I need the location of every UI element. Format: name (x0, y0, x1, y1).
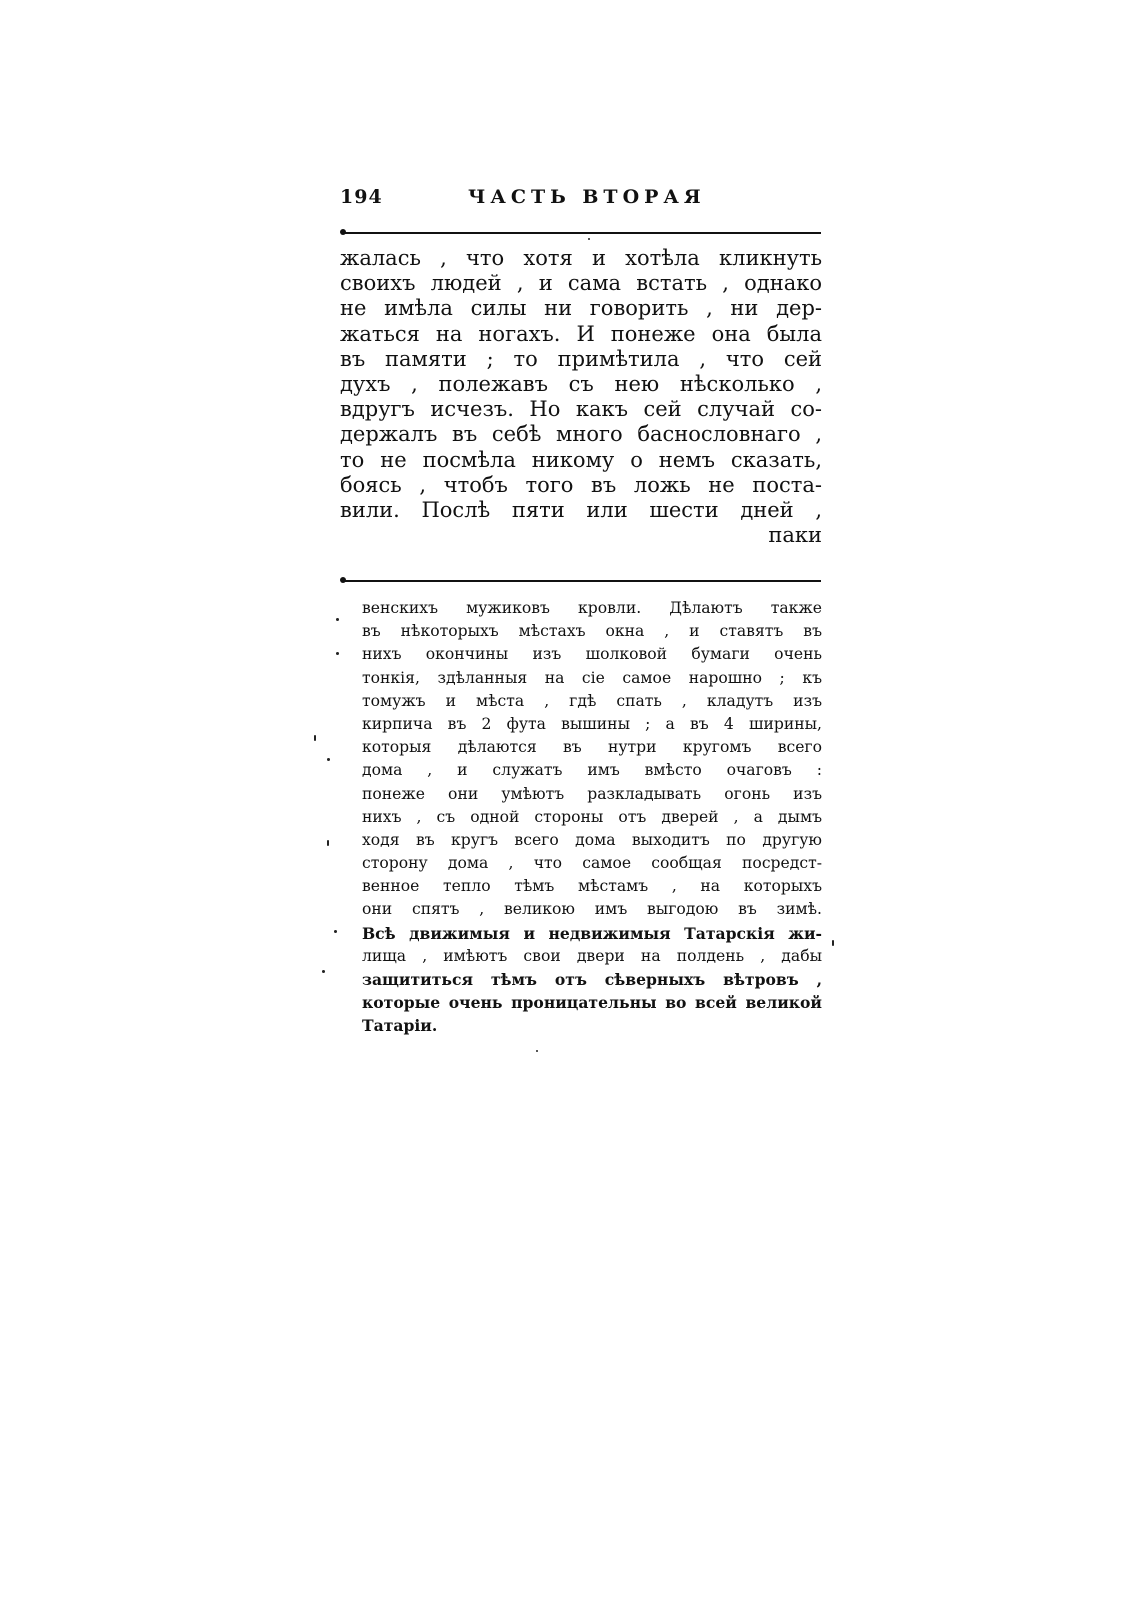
footnote-line: дома , и служатъ имъ вмѣсто очаговъ : (362, 761, 822, 780)
footnote-line: сторону дома , что самое сообщая посредст- (362, 854, 822, 873)
ink-speck (327, 758, 330, 761)
ink-speck (327, 840, 329, 846)
footnote-line: томужъ и мѣста , гдѣ спать , кладутъ изъ (362, 691, 822, 710)
text-line: жаться на ногахъ. И понеже она была (340, 321, 822, 346)
page-header (340, 186, 820, 214)
page-number: 194 (340, 186, 383, 208)
footnote (362, 597, 822, 1038)
running-head: ЧАСТЬ ВТОРАЯ (468, 186, 706, 208)
footnote-line: ходя въ кругъ всего дома выходитъ по другую (362, 830, 822, 849)
text-line: жалась , что хотя и хотѣла кликнуть (340, 246, 822, 270)
footnote-line: нихъ окончины изъ шолковой бумаги очень (362, 645, 822, 664)
ink-speck (322, 970, 325, 973)
text-line: вдругъ исчезъ. Но какъ сей случай со- (340, 397, 822, 422)
footnote-line: защититься тѣмъ отъ сѣверныхъ вѣтровъ , (362, 970, 822, 989)
ink-speck (536, 1050, 538, 1052)
footnote-line: кирпича въ 2 фута вышины ; а въ 4 ширины, (362, 714, 822, 733)
ink-speck (588, 238, 590, 240)
footnote-line: Всѣ движимыя и недвижимыя Татарскія жи- (362, 923, 822, 943)
footnote-line: которые очень проницательны во всей великой (362, 993, 822, 1013)
ink-speck (336, 652, 339, 655)
text-line: своихъ людей , и сама встать , однако (340, 271, 822, 296)
header-rule (343, 232, 821, 234)
ink-speck (336, 618, 339, 621)
text-line: то не посмѣла никому о немъ сказать, (340, 447, 822, 472)
text-line: не имѣла силы ни говорить , ни дер- (340, 296, 822, 321)
footnote-rule (343, 580, 821, 582)
ink-speck (334, 930, 337, 933)
text-line: вили. Послѣ пяти или шести дней , (340, 497, 822, 522)
footnote-line: тонкія, здѣланныя на сіе самое нарошно ; къ (362, 668, 822, 687)
footnote-line: въ нѣкоторыхъ мѣстахъ окна , и ставятъ въ (362, 622, 822, 641)
footnote-line: они спятъ , великою имъ выгодою въ зимѣ. (362, 900, 822, 919)
footnote-line: лища , имѣютъ свои двери на полдень , дабы (362, 946, 822, 965)
footnote-line: венскихъ мужиковъ кровли. Дѣлаютъ также (362, 599, 822, 617)
text-line: духъ , полежавъ съ нею нѣсколько , (340, 371, 822, 396)
text-line: въ памяти ; то примѣтила , что сей (340, 346, 822, 371)
footnote-line: которыя дѣлаются въ нутри кругомъ всего (362, 738, 822, 757)
text-line: держалъ въ себѣ много баснословнаго , (340, 422, 822, 447)
footnote-line: венное тепло тѣмъ мѣстамъ , на которыхъ (362, 877, 822, 896)
ink-speck (314, 735, 316, 741)
footnote-line: понеже они умѣютъ разкладывать огонь изъ (362, 784, 822, 803)
ink-speck (832, 940, 834, 946)
footnote-line: нихъ , съ одной стороны отъ дверей , а дымъ (362, 807, 822, 826)
footnote-line: Татаріи. (362, 1016, 438, 1036)
text-line: боясь , чтобъ того въ ложь не поста- (340, 472, 822, 497)
main-text (340, 246, 822, 548)
catchword: паки (768, 523, 822, 548)
